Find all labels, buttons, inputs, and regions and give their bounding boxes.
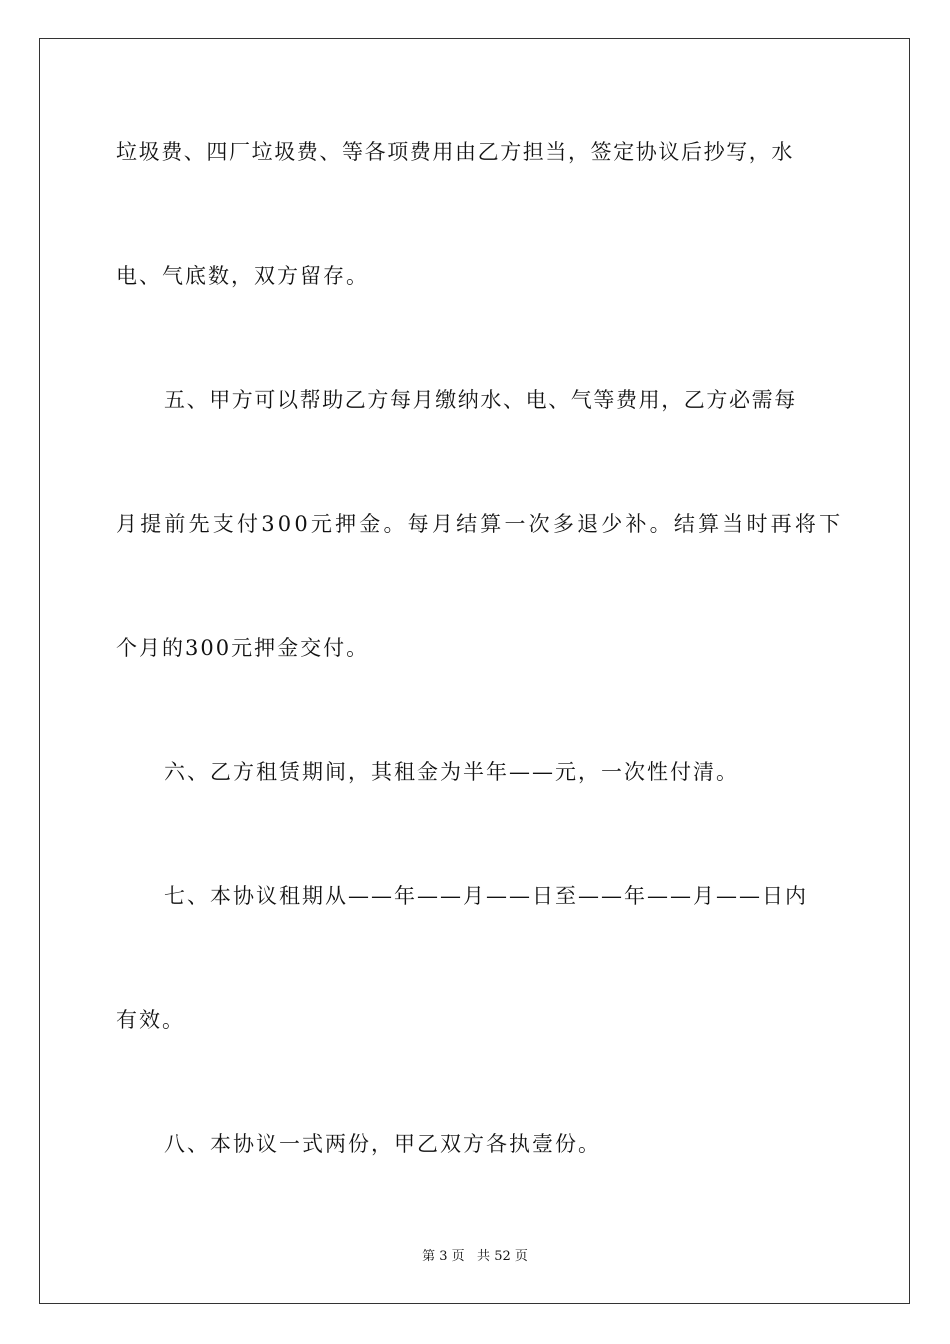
paragraph-line: 有效。 bbox=[116, 1008, 185, 1032]
paragraph-line: 六、乙方租赁期间，其租金为半年——元，一次性付清。 bbox=[164, 760, 739, 784]
paragraph-line: 八、本协议一式两份，甲乙双方各执壹份。 bbox=[164, 1132, 601, 1156]
paragraph-line: 月提前先支付300元押金。每月结算一次多退少补。结算当时再将下 bbox=[116, 512, 844, 536]
paragraph-line: 个月的300元押金交付。 bbox=[116, 636, 370, 660]
paragraph-line: 七、本协议租期从——年——月——日至——年——月——日内 bbox=[164, 884, 808, 908]
page-border bbox=[39, 38, 910, 1304]
paragraph-line: 五、甲方可以帮助乙方每月缴纳水、电、气等费用，乙方必需每 bbox=[164, 388, 797, 412]
page-number-footer: 第 3 页 共 52 页 bbox=[422, 1249, 528, 1264]
paragraph-line: 电、气底数，双方留存。 bbox=[116, 264, 369, 288]
paragraph-line: 垃圾费、四厂垃圾费、等各项费用由乙方担当，签定协议后抄写，水 bbox=[116, 140, 794, 164]
